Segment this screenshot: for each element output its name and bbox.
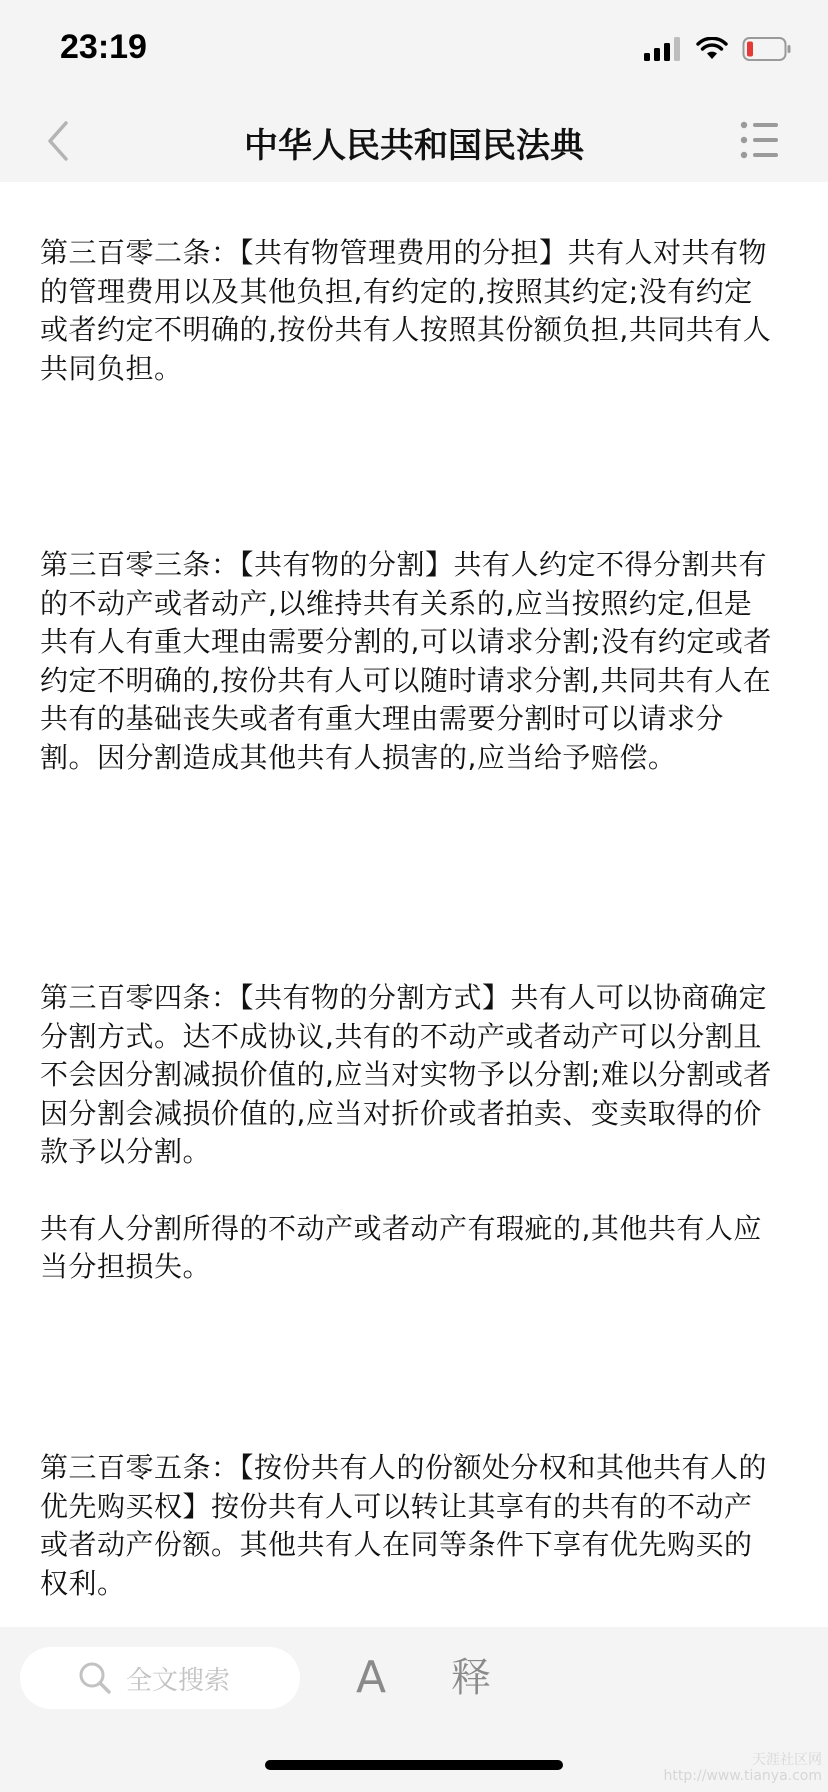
status-icons [644,34,792,64]
article-303 [40,546,780,777]
article-paragraph: 第三百零五条：【按份共有人的份额处分权和其他共有人的优先购买权】按份共有人可以转让其享有的共有的不动产或者动产份额。其他共有人在同等条件下享有优先购买的权利。 [40,1451,768,1600]
article-302 [40,234,780,388]
article-paragraph: 第三百零四条：【共有物的分割方式】共有人可以协商确定分割方式。达不成协议,共有的不动产或者动产可以分割且不会因分割减损价值的,应当对实物予以分割;难以分割或者因分割会减损价值的,应当对折价或者拍卖、变卖取得的价款予以分割。 [40,981,772,1168]
list-icon [740,120,780,160]
search-input[interactable] [20,1647,300,1709]
status-bar [0,0,828,100]
page-title: 中华人民共和国民法典 [244,126,584,166]
signal-icon [644,37,682,61]
watermark-line-1: 天涯社区网 [752,1752,822,1768]
watermark [664,1752,822,1784]
article-304 [40,979,780,1287]
status-time: 23:19 [60,28,147,66]
nav-bar [0,100,828,182]
font-size-button[interactable]: A [355,1652,387,1703]
article-content[interactable] [0,182,828,1627]
article-paragraph: 共有人分割所得的不动产或者动产有瑕疵的,其他共有人应当分担损失。 [40,1211,762,1283]
toc-button[interactable] [740,120,780,160]
article-paragraph: 第三百零二条：【共有物管理费用的分担】共有人对共有物的管理费用以及其他负担,有约定的,按照其约定;没有约定或者约定不明确的,按份共有人按照其份额负担,共同共有人共同负担。 [40,236,772,385]
article-305 [40,1449,780,1603]
battery-icon [742,36,792,62]
article-paragraph: 第三百零三条：【共有物的分割】共有人约定不得分割共有的不动产或者动产,以维持共有关系的,应当按照约定,但是共有人有重大理由需要分割的,可以请求分割;没有约定或者约定不明确的,按份共有人可以随时请求分割,共同共有人在共有的基础丧失或者有重大理由需要分割时可以请求分割。因分割造成其他共有人损害的,应当给予赔偿。 [40,548,772,774]
home-indicator [265,1760,563,1770]
annotation-button[interactable]: 释 [451,1655,491,1701]
watermark-line-2: http://www.tianya.com [663,1768,822,1784]
search-placeholder: 全文搜索 [126,1665,231,1696]
wifi-icon [696,37,728,61]
search-icon [78,1661,112,1695]
